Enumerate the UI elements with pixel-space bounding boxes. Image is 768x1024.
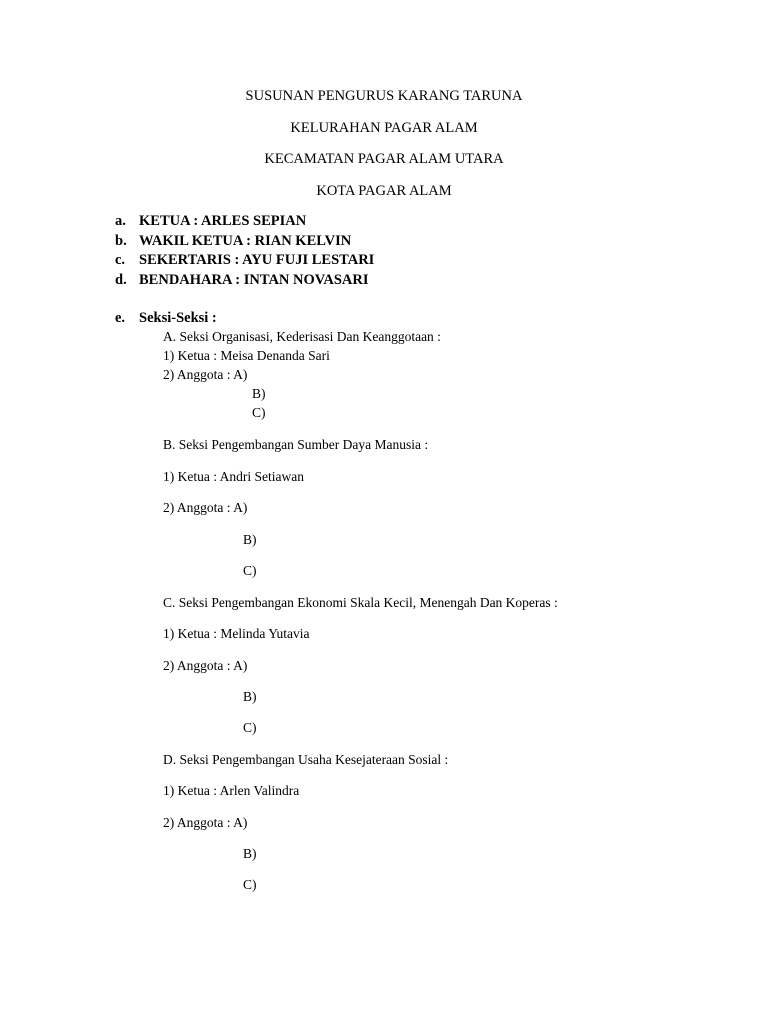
section-d-member-b: B) [243, 846, 257, 861]
section-a-member-b: B) [252, 386, 266, 401]
kota-heading: KOTA PAGAR ALAM [316, 183, 452, 199]
list-letter: e. [115, 310, 126, 326]
section-c-title: C. Seksi Pengembangan Ekonomi Skala Kecil, Menengah Dan Koperas : [163, 595, 558, 610]
officer-item-ketua [115, 212, 374, 232]
section-d-ketua: 1) Ketua : Arlen Valindra [163, 783, 300, 798]
officer-item-bendahara [115, 271, 374, 291]
officer-text: BENDAHARA : INTAN NOVASARI [139, 271, 369, 288]
list-letter: d. [115, 271, 127, 288]
officer-list [115, 212, 374, 290]
section-a-title: A. Seksi Organisasi, Kederisasi Dan Keanggotaan : [163, 329, 441, 344]
officer-text: WAKIL KETUA : RIAN KELVIN [139, 232, 352, 249]
officer-text: SEKERTARIS : AYU FUJI LESTARI [139, 252, 375, 269]
section-b-member-c: C) [243, 563, 257, 578]
section-b-title: B. Seksi Pengembangan Sumber Daya Manusia : [163, 437, 429, 452]
officer-item-wakil-ketua [115, 232, 374, 252]
section-a-ketua: 1) Ketua : Meisa Denanda Sari [163, 348, 330, 363]
list-letter: c. [115, 252, 126, 269]
section-d-title: D. Seksi Pengembangan Usaha Kesejateraan Sosial : [163, 752, 449, 767]
section-a-member-c: C) [252, 405, 266, 420]
section-c-member-c: C) [243, 720, 257, 735]
officer-text: KETUA : ARLES SEPIAN [139, 213, 307, 229]
seksi-heading [115, 309, 217, 328]
officer-item-sekertaris [115, 251, 374, 271]
section-a-anggota: 2) Anggota : A) [163, 367, 248, 382]
section-c-ketua: 1) Ketua : Melinda Yutavia [163, 626, 310, 641]
section-b-member-b: B) [243, 532, 257, 547]
section-b-anggota: 2) Anggota : A) [163, 500, 248, 515]
list-letter: a. [115, 213, 126, 229]
kelurahan-heading: KELURAHAN PAGAR ALAM [290, 120, 478, 136]
kecamatan-heading: KECAMATAN PAGAR ALAM UTARA [264, 151, 504, 167]
section-c-anggota: 2) Anggota : A) [163, 658, 248, 673]
section-c-member-b: B) [243, 689, 257, 704]
section-d-member-c: C) [243, 877, 257, 892]
seksi-heading-text: Seksi-Seksi : [139, 310, 217, 326]
section-b-ketua: 1) Ketua : Andri Setiawan [163, 469, 304, 484]
section-d-anggota: 2) Anggota : A) [163, 815, 248, 830]
list-letter: b. [115, 232, 127, 249]
document-title: SUSUNAN PENGURUS KARANG TARUNA [245, 88, 523, 104]
